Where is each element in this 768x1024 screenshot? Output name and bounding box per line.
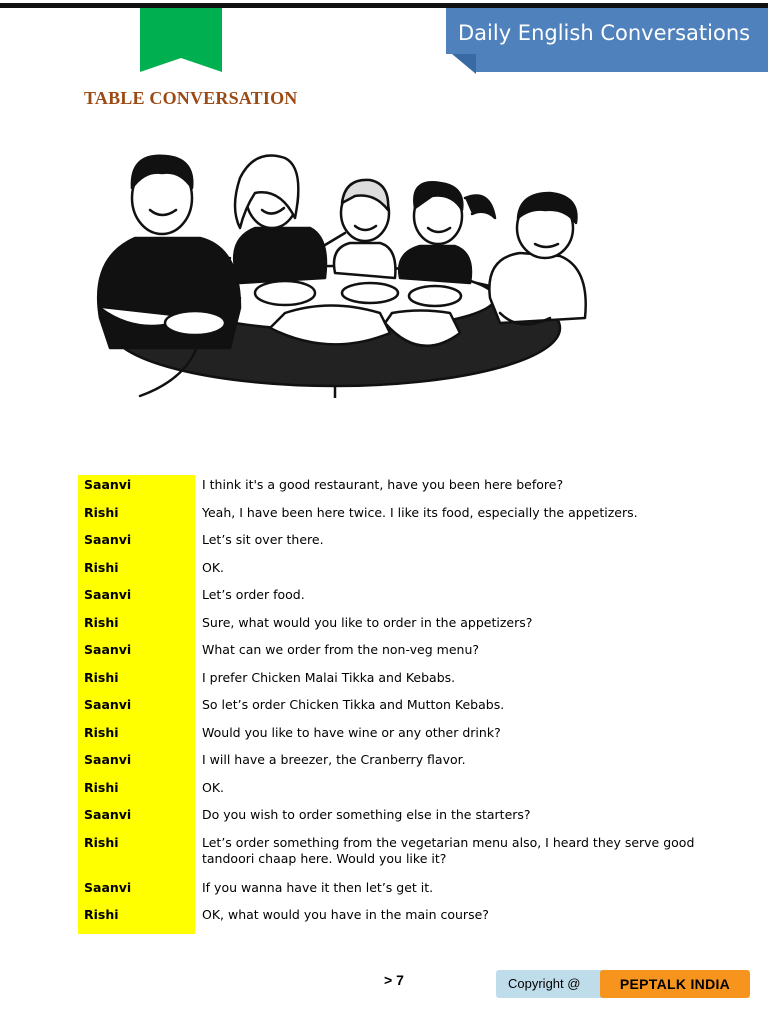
- dialogue-row: [78, 530, 718, 558]
- dialogue-line: Let’s order something from the vegetarian menu also, I heard they serve good tandoori chaap here. Would you like it?: [202, 834, 695, 866]
- speaker-name: Saanvi: [84, 477, 132, 492]
- speaker-name: Saanvi: [84, 532, 132, 547]
- brand-badge: PEPTALK INDIA: [600, 970, 750, 998]
- dialogue-line: OK, what would you have in the main course?: [202, 907, 489, 922]
- dialogue-line: If you wanna have it then let’s get it.: [202, 879, 434, 895]
- speaker-name: Saanvi: [84, 807, 132, 822]
- speaker-name: Rishi: [84, 504, 119, 520]
- dialogue-line: Do you wish to order something else in the starters?: [202, 807, 531, 822]
- dialogue-row: [78, 833, 718, 878]
- dialogue-row: [78, 778, 718, 806]
- dialogue-line: I prefer Chicken Malai Tikka and Kebabs.: [202, 669, 456, 685]
- speaker-name: Rishi: [84, 669, 119, 685]
- dialogue-row: [78, 723, 718, 751]
- dialogue-row: [78, 805, 718, 833]
- dialogue-line: Let’s sit over there.: [202, 532, 324, 547]
- dialogue-row: [78, 905, 718, 933]
- dialogue-line: OK.: [202, 559, 225, 575]
- dialogue-line: What can we order from the non-veg menu?: [202, 642, 479, 657]
- dialogue-table: [78, 475, 718, 933]
- speaker-name: Saanvi: [84, 697, 132, 712]
- dialogue-row: [78, 750, 718, 778]
- dialogue-line: Yeah, I have been here twice. I like its food, especially the appetizers.: [202, 504, 638, 520]
- dialogue-row: [78, 475, 718, 503]
- dialogue-row: [78, 878, 718, 906]
- speaker-name: Saanvi: [84, 587, 132, 602]
- dialogue-row: [78, 668, 718, 696]
- speaker-name: Saanvi: [84, 642, 132, 657]
- dialogue-row: [78, 585, 718, 613]
- dialogue-line: I think it's a good restaurant, have you been here before?: [202, 477, 564, 492]
- speaker-name: Rishi: [84, 724, 119, 740]
- dialogue-row: [78, 503, 718, 531]
- dialogue-row: [78, 613, 718, 641]
- speaker-name: Rishi: [84, 559, 119, 575]
- speaker-name: Rishi: [84, 834, 119, 850]
- dialogue-row: [78, 640, 718, 668]
- speaker-name: Rishi: [84, 779, 119, 795]
- family-dinner-illustration: [80, 148, 600, 398]
- dialogue-row: [78, 558, 718, 586]
- bookmark-ribbon-icon: [140, 8, 222, 72]
- dialogue-line: OK.: [202, 779, 225, 795]
- section-title: TABLE CONVERSATION: [84, 88, 298, 108]
- dialogue-row: [78, 695, 718, 723]
- speaker-name: Rishi: [84, 907, 119, 922]
- dialogue-line: So let’s order Chicken Tikka and Mutton Kebabs.: [202, 697, 505, 712]
- copyright-label: Copyright @: [496, 970, 602, 998]
- dialogue-line: I will have a breezer, the Cranberry flavor.: [202, 752, 466, 767]
- dialogue-line: Let’s order food.: [202, 587, 305, 602]
- dialogue-line: Sure, what would you like to order in the appetizers?: [202, 614, 533, 630]
- speaker-name: Rishi: [84, 614, 119, 630]
- banner-title: Daily English Conversations: [458, 21, 751, 45]
- page-number: > 7: [384, 972, 404, 988]
- speaker-name: Saanvi: [84, 879, 132, 895]
- dialogue-line: Would you like to have wine or any other drink?: [202, 724, 501, 740]
- speaker-name: Saanvi: [84, 752, 132, 767]
